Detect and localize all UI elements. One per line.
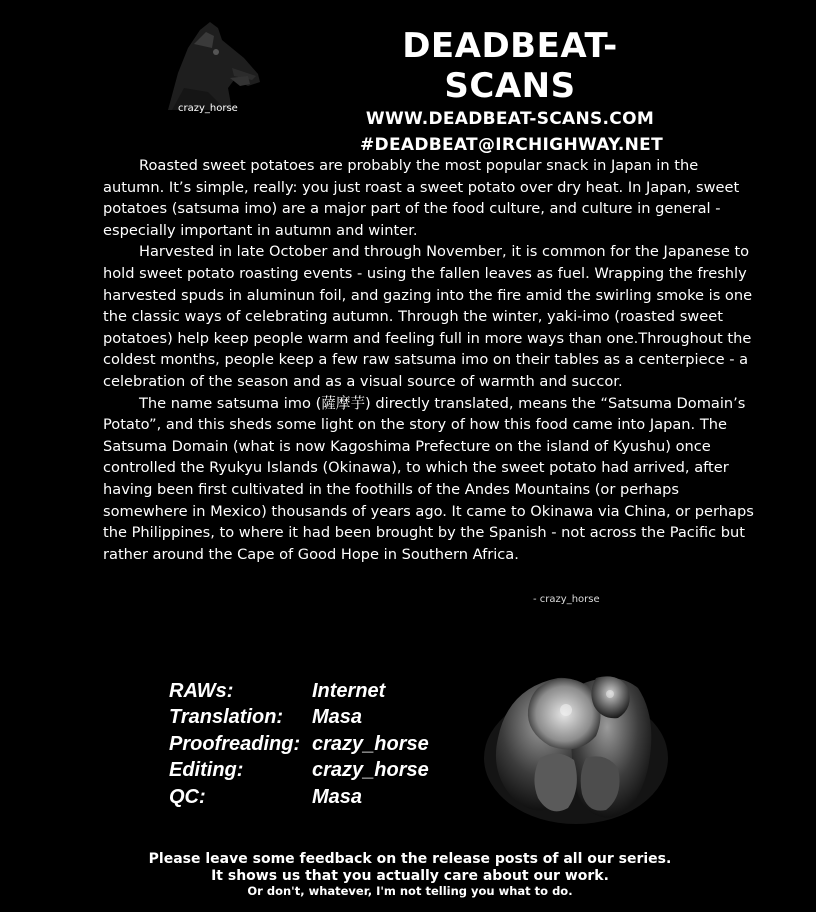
credit-role: Translation: [169, 706, 284, 729]
credit-name: Masa [312, 785, 363, 808]
essay-signature: - crazy_horse [533, 594, 600, 605]
credit-name: Internet [312, 679, 386, 702]
credit-role: Proofreading: [169, 732, 301, 755]
credit-role: Editing: [169, 759, 244, 782]
sweet-potato-image [478, 648, 674, 834]
essay-text [103, 155, 763, 565]
credit-name: crazy_horse [312, 732, 429, 755]
website-link[interactable]: WWW.DEADBEAT-SCANS.COM [365, 109, 655, 129]
credit-name: crazy_horse [312, 759, 429, 782]
logo-caption: crazy_horse [178, 103, 238, 114]
footer-line: It shows us that you actually care about our work. [211, 868, 609, 884]
credit-role: QC: [169, 785, 206, 808]
credit-row [169, 678, 429, 705]
credits-list [169, 678, 429, 811]
feedback-footer [100, 850, 720, 898]
irc-channel: #DEADBEAT@IRCHIGHWAY.NET [360, 135, 663, 155]
credit-name: Masa [312, 706, 363, 729]
footer-line: Or don't, whatever, I'm not telling you what to do. [247, 884, 573, 898]
credit-row [169, 784, 429, 811]
essay-paragraph: Harvested in late October and through November, it is common for the Japanese to hold sweet potato roasting events - using the fallen leaves as fuel. Wrapping the freshly harvested spuds in aluminun foil, and gazing into the fire amid the swirling smoke is one the classic ways of celebrating autumn. Through the winter, yaki-imo (roasted sweet potatoes) help keep people warm and feeling full in more ways than one.Throughout the coldest months, people keep a few raw satsuma imo on their tables as a centerpiece - a celebration of the season and as a visual source of warmth and succor. [103, 243, 753, 390]
footer-line: Please leave some feedback on the release posts of all our series. [148, 851, 672, 867]
group-header [360, 26, 663, 158]
credit-row [169, 758, 429, 785]
essay-paragraph: Roasted sweet potatoes are probably the most popular snack in Japan in the autumn. It’s simple, really: you just roast a sweet potato over dry heat. In Japan, sweet potatoes (satsuma imo) are a major part of the food culture, and culture in general - especially important in autumn and winter. [103, 157, 740, 239]
essay-paragraph: The name satsuma imo (薩摩芋) directly translated, means the “Satsuma Domain’s Potato”, and this sheds some light on the story of how this food came into Japan. The Satsuma Domain (what is now Kagoshima Prefecture on the island of Kyushu) once controlled the Ryukyu Islands (Okinawa), to which the sweet potato had arrived, after having been first cultivated in the foothills of the Andes Mountains (or perhaps somewhere in Mexico) thousands of years ago. It came to Okinawa via China, or perhaps the Philippines, to where it had been brought by the Spanish - not across the Pacific but rather around the Cape of Good Hope in Southern Africa. [103, 394, 754, 563]
credit-role: RAWs: [169, 679, 234, 702]
credit-row [169, 731, 429, 758]
group-title: DEADBEAT-SCANS [402, 26, 618, 106]
credit-row [169, 705, 429, 732]
